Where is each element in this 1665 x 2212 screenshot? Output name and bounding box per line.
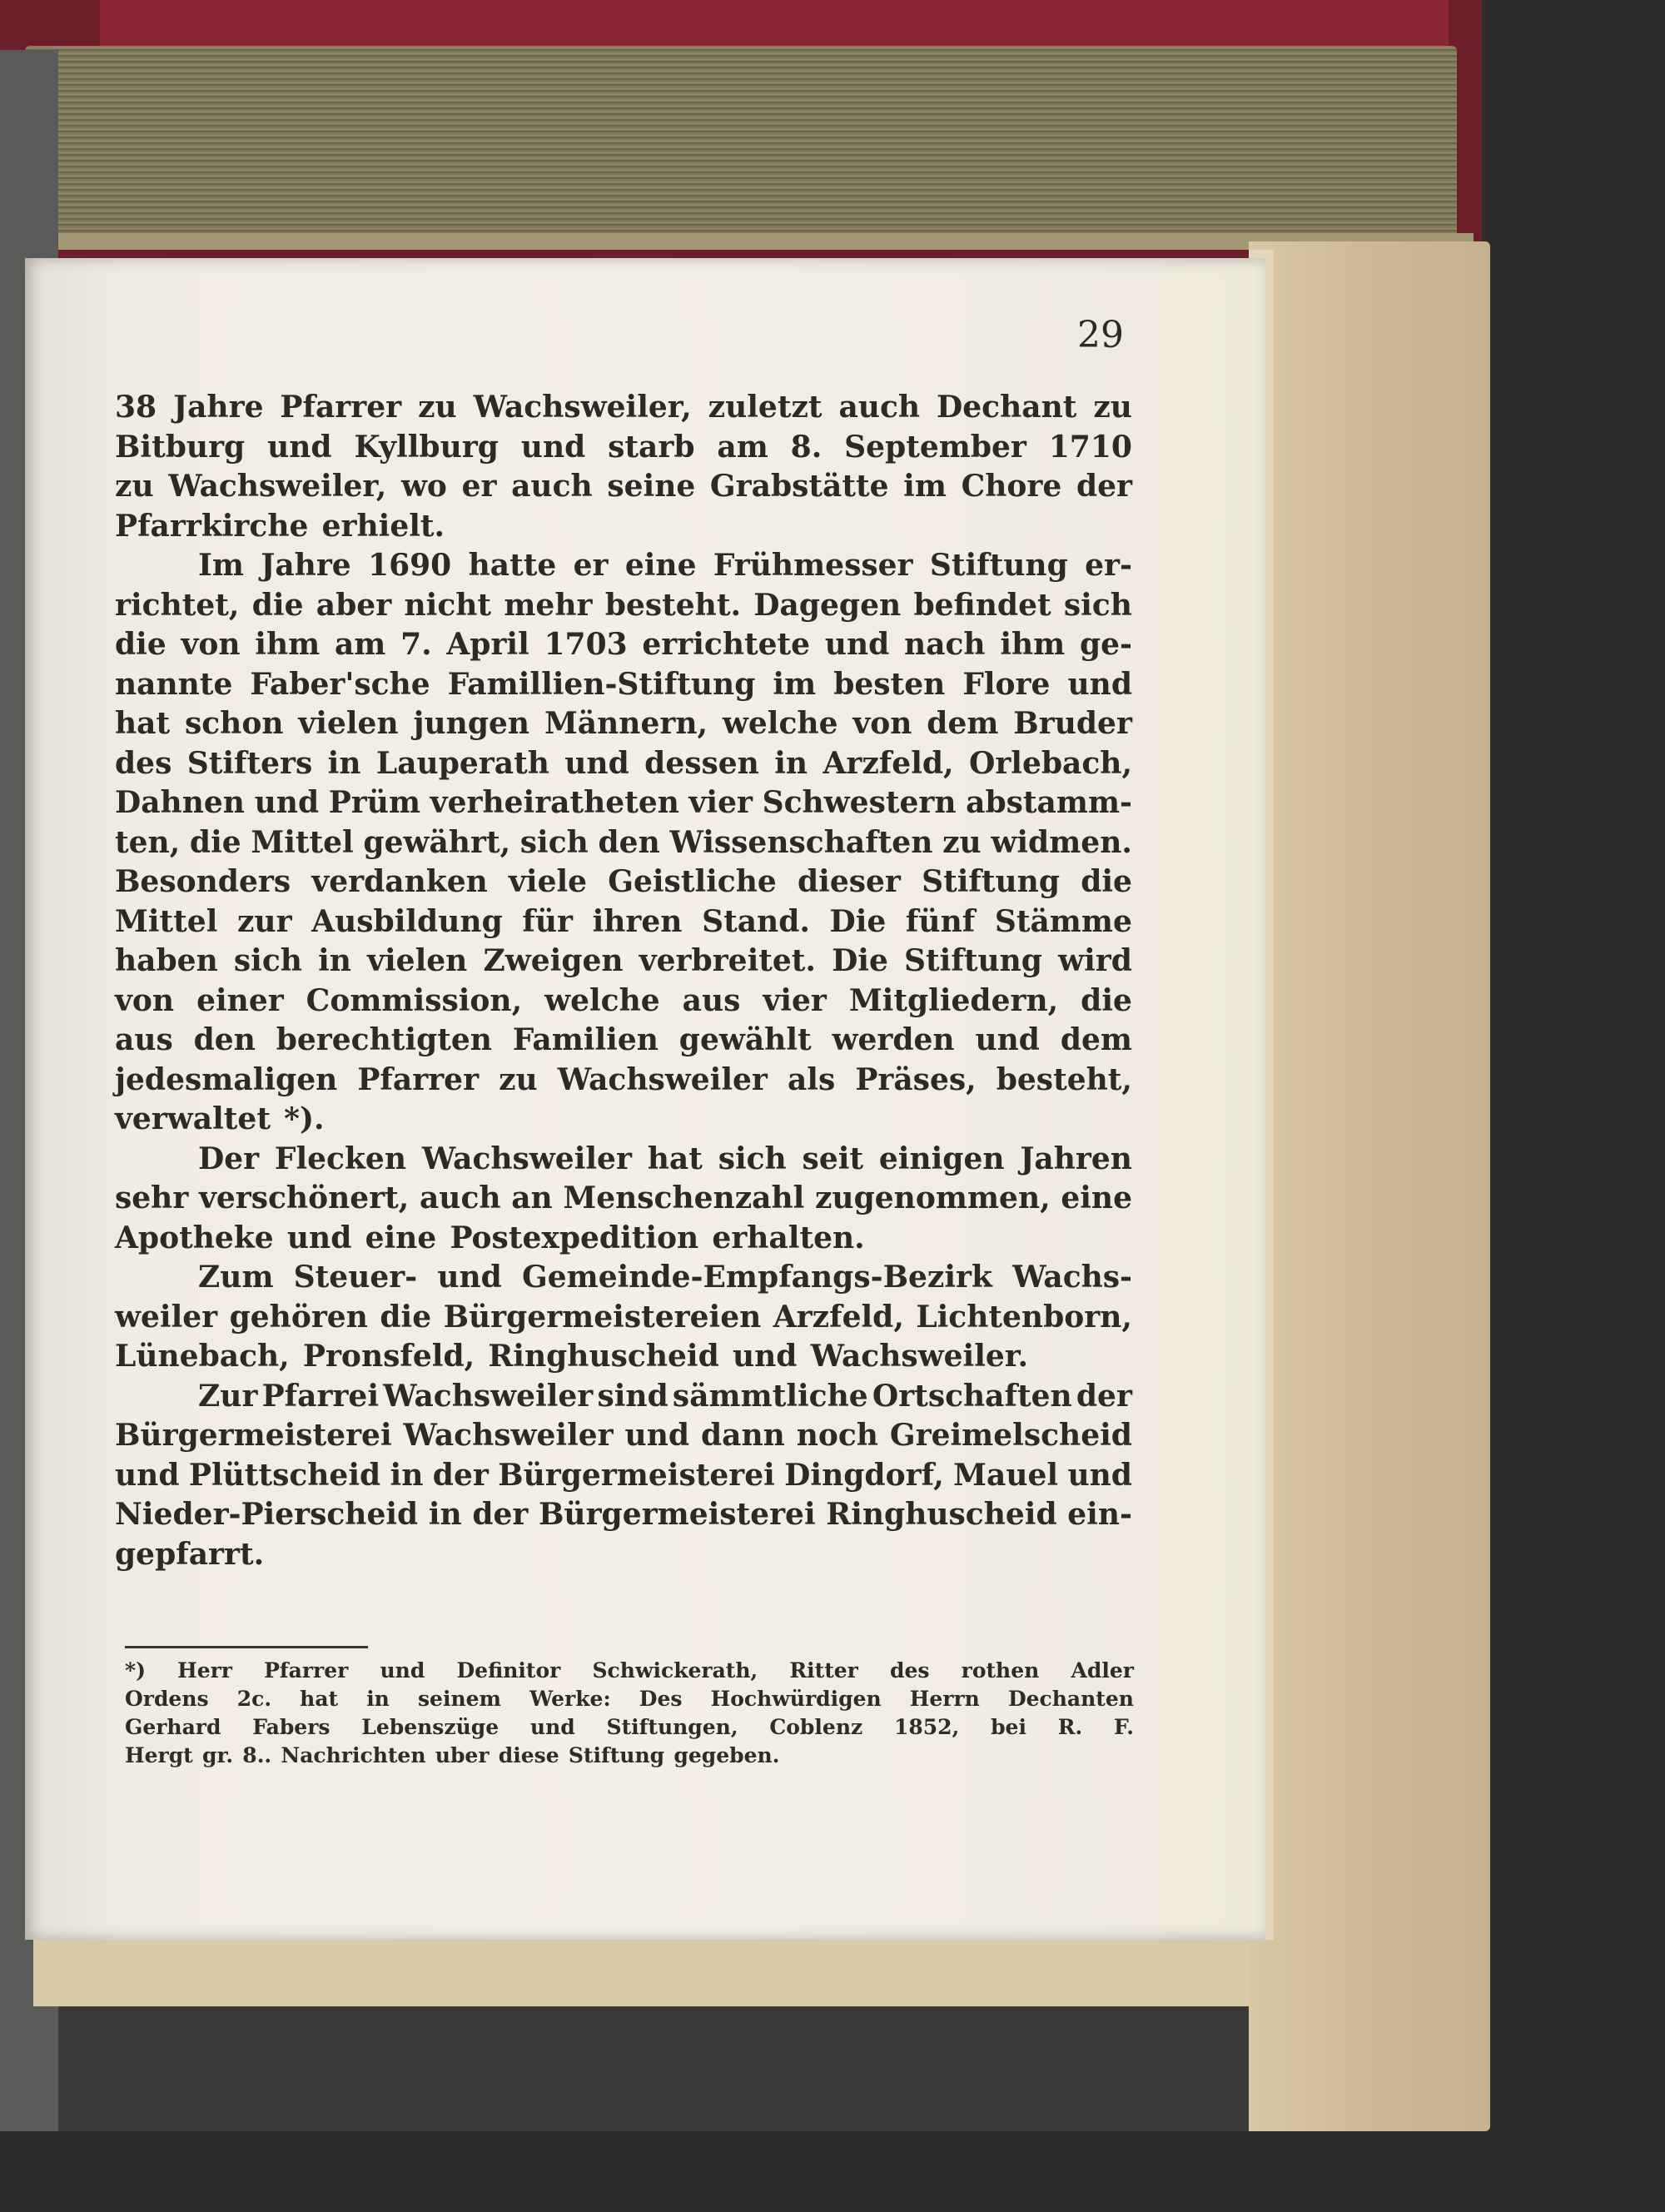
word: R. [1057, 1715, 1083, 1739]
word: verbreitet. [639, 943, 816, 978]
word: Grabstätte [709, 469, 889, 504]
word: Hergt [125, 1743, 193, 1767]
word: Prüm [328, 785, 421, 820]
word: nannte [115, 666, 233, 702]
word: Werke: [529, 1687, 611, 1711]
footnote-line [125, 1657, 1134, 1685]
footnote [125, 1657, 1134, 1770]
word: uber [435, 1743, 490, 1767]
word: Lauperath [375, 745, 549, 781]
word: und [975, 1022, 1040, 1057]
word: hat [647, 1141, 703, 1176]
word: 38 [115, 390, 157, 425]
word: dessen [644, 745, 759, 781]
word: Bruder [1013, 706, 1132, 741]
word: schon [184, 706, 284, 741]
word: Pfarrer [264, 1658, 349, 1683]
word: und [1067, 1457, 1132, 1493]
word: Flecken [274, 1141, 406, 1176]
word: zur [236, 903, 292, 939]
word: Präses, [855, 1061, 977, 1097]
word: der [472, 1497, 529, 1532]
word: von [852, 706, 912, 741]
word: besten [833, 666, 946, 702]
word: von [181, 627, 241, 662]
text-line [115, 1021, 1132, 1061]
word: jedesmaligen [115, 1061, 338, 1097]
word: zuletzt [708, 390, 823, 425]
word: Arzfeld, [823, 745, 954, 781]
footnote-line [125, 1713, 1134, 1742]
word: fünf [905, 903, 976, 939]
text-line [115, 1456, 1132, 1496]
word: wird [1058, 943, 1132, 978]
word: nicht [404, 587, 492, 623]
word: ihm [255, 627, 321, 662]
word: haben [115, 943, 218, 978]
word: Chore [961, 469, 1062, 504]
word: Zur [198, 1378, 258, 1414]
word: 8. [790, 429, 823, 465]
word: und [624, 1418, 690, 1453]
word: Lebenszüge [361, 1715, 500, 1739]
word: Menschenzahl [563, 1181, 805, 1215]
word: sich [718, 1141, 787, 1176]
word: Wachsweiler [403, 1418, 614, 1453]
word: Bürgermeisterei [538, 1497, 816, 1532]
text-line [115, 546, 1132, 586]
word: und [529, 1715, 575, 1739]
word: Postexpedition [450, 1220, 699, 1255]
word: und [732, 1339, 798, 1374]
word: errichtete [642, 627, 811, 662]
word: vier [688, 785, 753, 820]
word: Dagegen [753, 587, 902, 623]
word: welche [544, 982, 660, 1018]
word: Wissenschaften [669, 824, 933, 860]
word: auch [511, 469, 593, 504]
word: Dechanten [1007, 1687, 1134, 1711]
word: Pfarrei [261, 1378, 379, 1414]
word: seit [802, 1141, 864, 1176]
word: Wachs- [1012, 1260, 1132, 1295]
word: verwaltet [115, 1101, 271, 1136]
word: Bürgermeisterei [115, 1418, 392, 1453]
word: sich [233, 943, 302, 978]
word: seine [607, 469, 696, 504]
text-line [115, 1061, 1132, 1101]
word: er [573, 548, 609, 583]
word: und [254, 785, 320, 820]
word: gr. [201, 1743, 234, 1767]
word: einigen [878, 1141, 1005, 1176]
word: Ringhuscheid [826, 1497, 1057, 1532]
word: in [428, 1497, 462, 1532]
word: aber [316, 587, 392, 623]
text-line [115, 1140, 1132, 1180]
word: Familien [512, 1022, 659, 1057]
word: und [437, 1260, 502, 1295]
word: abstamm- [966, 785, 1132, 820]
word: Zum [198, 1260, 274, 1295]
word: den [598, 824, 660, 860]
word: vier [763, 982, 827, 1018]
word: Die [832, 943, 888, 978]
word: Herr [177, 1658, 232, 1683]
footnote-line [125, 1742, 1134, 1770]
text-line [115, 1258, 1132, 1298]
word: Coblenz [769, 1715, 863, 1739]
word: eine [1061, 1181, 1132, 1215]
text-line [115, 467, 1132, 507]
word: Ringhuscheid [488, 1339, 719, 1374]
word: Der [198, 1141, 260, 1176]
word: Jahre [261, 548, 351, 583]
word: vielen [367, 943, 468, 978]
word: Frühmesser [713, 548, 913, 583]
word: April [446, 627, 529, 662]
word: und [564, 745, 629, 781]
word: Mittel [115, 903, 218, 939]
word: Männern, [544, 706, 708, 741]
back-page-edge [1249, 241, 1490, 2131]
word: wo [400, 469, 447, 504]
word: am [334, 627, 386, 662]
word: die [189, 824, 241, 860]
word: ein- [1067, 1497, 1132, 1532]
word: Hochwürdigen [710, 1687, 882, 1711]
word: in [366, 1687, 390, 1711]
word: Gerhard [125, 1715, 221, 1739]
text-line [115, 1337, 1132, 1377]
text-line [115, 1219, 1132, 1259]
word: erhielt. [321, 508, 445, 544]
word: und [520, 429, 586, 465]
word: Apotheke [115, 1220, 274, 1255]
word: Stiftung [922, 864, 1061, 899]
word: *) [125, 1658, 146, 1683]
text-line [115, 1179, 1132, 1219]
text-line [115, 1495, 1132, 1535]
word: die [1081, 864, 1132, 899]
word: und [267, 429, 332, 465]
word: eine [624, 548, 697, 583]
word: Stiftung [568, 1743, 665, 1767]
word: September [844, 429, 1026, 465]
word: gegeben. [673, 1743, 780, 1767]
word: Jahren [1020, 1141, 1132, 1176]
word: dem [927, 706, 999, 741]
word: Pfarrer [357, 1061, 480, 1097]
page-number: 29 [1077, 314, 1124, 356]
word: einer [196, 982, 284, 1018]
word: Faber'sche [250, 666, 430, 702]
word: zu [115, 469, 154, 504]
word: Jahre [173, 390, 264, 425]
word: befindet [913, 587, 1051, 623]
word: Die [829, 903, 887, 939]
word: rothen [961, 1658, 1040, 1683]
word: er [461, 469, 497, 504]
text-line [115, 428, 1132, 468]
word: dieser [798, 864, 901, 899]
word: Arzfeld, [773, 1299, 904, 1335]
word: Stiftung [929, 548, 1068, 583]
word: er- [1085, 548, 1132, 583]
word: Bitburg [115, 429, 246, 465]
word: den [193, 1022, 256, 1057]
word: 1703 [544, 627, 628, 662]
word: 1690 [368, 548, 452, 583]
word: Stämme [994, 903, 1132, 939]
word: sind [597, 1378, 668, 1414]
word: widmen. [991, 824, 1132, 860]
word: Besonders [115, 864, 291, 899]
word: Wachsweiler [421, 1141, 632, 1176]
word: auch [419, 1181, 501, 1215]
word: Wachsweiler, [168, 469, 387, 504]
word: Steuer- [293, 1260, 418, 1295]
main-text [115, 388, 1132, 1574]
word: zu [499, 1061, 538, 1097]
word: Zweigen [483, 943, 624, 978]
word: hat [115, 706, 171, 741]
word: gehören [229, 1299, 368, 1335]
background-right [1482, 0, 1665, 2212]
word: hat [300, 1687, 339, 1711]
word: in [327, 745, 361, 781]
word: besteht. [604, 587, 741, 623]
word: dann [700, 1418, 785, 1453]
word: Famillien-Stiftung [447, 666, 756, 702]
word: Stand. [702, 903, 810, 939]
text-line [115, 823, 1132, 863]
word: Stiftung [904, 943, 1042, 978]
word: Definitor [456, 1658, 561, 1683]
word: die [1081, 982, 1132, 1018]
word: die [380, 1299, 432, 1335]
word: Wachsweiler [383, 1378, 594, 1414]
text-line [115, 1298, 1132, 1338]
word: bei [991, 1715, 1026, 1739]
word: die [115, 627, 166, 662]
word: und [380, 1658, 425, 1683]
word: in [390, 1457, 424, 1493]
word: zu [418, 390, 457, 425]
word: in [774, 745, 808, 781]
word: berechtigten [276, 1022, 492, 1057]
word: als [787, 1061, 836, 1097]
word: an [511, 1181, 553, 1215]
word: Lichtenborn, [916, 1299, 1132, 1335]
word: F. [1114, 1715, 1134, 1739]
word: Fabers [252, 1715, 331, 1739]
word: und [824, 627, 890, 662]
word: Bürgermeisterei [498, 1457, 775, 1493]
word: ihren [592, 903, 683, 939]
word: auch [838, 390, 921, 425]
text-line [115, 1535, 1132, 1575]
word: Stiftungen, [606, 1715, 738, 1739]
word: Ausbildung [311, 903, 503, 939]
word: Wachsweiler. [810, 1339, 1028, 1374]
word: hatte [468, 548, 557, 583]
word: sämmtliche [672, 1378, 868, 1414]
word: der [432, 1457, 489, 1493]
word: weiler [115, 1299, 218, 1335]
word: viele [508, 864, 588, 899]
word: im [903, 469, 947, 504]
word: gewährt, [363, 824, 511, 860]
word: ge- [1079, 627, 1132, 662]
word: seinem [417, 1687, 501, 1711]
word: Ritter [789, 1658, 858, 1683]
word: diese [498, 1743, 559, 1767]
word: ten, [115, 824, 181, 860]
word: sich [519, 824, 589, 860]
word: Lünebach, [115, 1339, 290, 1374]
word: 8.. [242, 1743, 272, 1767]
word: Dingdorf, [784, 1457, 944, 1493]
text-line [115, 1416, 1132, 1456]
word: für [522, 903, 573, 939]
word: gepfarrt. [115, 1536, 265, 1572]
word: 7. [400, 627, 432, 662]
word: Gemeinde-Empfangs-Bezirk [521, 1260, 992, 1295]
word: Orlebach, [968, 745, 1132, 781]
word: Ordens [125, 1687, 209, 1711]
word: und [115, 1457, 180, 1493]
word: Schwestern [762, 785, 957, 820]
word: mehr [504, 587, 593, 623]
word: 1710 [1048, 429, 1132, 465]
word: Pronsfeld, [302, 1339, 475, 1374]
word: zu [942, 824, 982, 860]
word: gewählt [678, 1022, 812, 1057]
word: aus [115, 1022, 173, 1057]
text-line [115, 586, 1132, 626]
word: Dechant [937, 390, 1077, 425]
word: eine [365, 1220, 437, 1255]
word: verschönert, [198, 1181, 410, 1215]
footnote-rule [125, 1646, 368, 1648]
word: besteht, [996, 1061, 1132, 1097]
text-line [115, 704, 1132, 744]
word: Dahnen [115, 785, 245, 820]
word: sehr [115, 1181, 189, 1215]
word: die [251, 587, 304, 623]
word: der [1076, 469, 1132, 504]
word: ihm [1000, 627, 1066, 662]
word: noch [796, 1418, 878, 1453]
text-line [115, 1100, 1132, 1140]
word: Schwickerath, [592, 1658, 758, 1683]
word: Wachsweiler, [473, 390, 692, 425]
word: Mitgliedern, [848, 982, 1059, 1018]
word: Mauel [953, 1457, 1059, 1493]
word: erhalten. [712, 1220, 865, 1255]
word: werden [832, 1022, 955, 1057]
word: Ortschaften [872, 1378, 1072, 1414]
word: 2c. [236, 1687, 272, 1711]
word: Kyllburg [354, 429, 499, 465]
text-line [115, 507, 1132, 547]
word: im [773, 666, 817, 702]
word: Bürgermeistereien [443, 1299, 762, 1335]
word: Im [198, 548, 244, 583]
footnote-line [125, 1685, 1134, 1713]
word: von [115, 982, 175, 1018]
text-line [115, 665, 1132, 705]
word: dem [1060, 1022, 1132, 1057]
word: Greimelscheid [889, 1418, 1132, 1453]
text-line [115, 744, 1132, 784]
word: verheiratheten [430, 785, 679, 820]
text-line [115, 982, 1132, 1021]
page-bottom-edge [33, 1931, 1249, 2006]
page-edges-stack [25, 46, 1457, 246]
word: starb [608, 429, 695, 465]
word: nach [904, 627, 986, 662]
word: richtet, [115, 587, 240, 623]
word: verdanken [311, 864, 488, 899]
word: Des [639, 1687, 683, 1711]
word: Wachsweiler [557, 1061, 768, 1097]
word: 1852, [893, 1715, 960, 1739]
text-line [115, 1377, 1132, 1417]
word: *). [284, 1101, 325, 1136]
word: Nieder-Pierscheid [115, 1497, 419, 1532]
word: des [890, 1658, 930, 1683]
word: Flore [962, 666, 1051, 702]
word: Mittel [251, 824, 354, 860]
word: zugenommen, [814, 1181, 1051, 1215]
word: welche [722, 706, 838, 741]
text-line [115, 862, 1132, 902]
word: jungen [413, 706, 530, 741]
text-line [115, 902, 1132, 942]
word: zu [1093, 390, 1132, 425]
word: des [115, 745, 172, 781]
word: aus [682, 982, 741, 1018]
text-line [115, 783, 1132, 823]
text-line [115, 625, 1132, 665]
word: Pfarrkirche [115, 508, 309, 544]
text-line [115, 942, 1132, 982]
word: sich [1063, 587, 1132, 623]
text-line [115, 388, 1132, 428]
word: am [717, 429, 768, 465]
word: in [318, 943, 351, 978]
word: der [1076, 1378, 1132, 1414]
word: Herrn [909, 1687, 980, 1711]
word: Plüttscheid [188, 1457, 381, 1493]
word: vielen [298, 706, 399, 741]
word: und [1067, 666, 1132, 702]
word: Pfarrer [280, 390, 402, 425]
background-bottom [0, 2131, 1665, 2212]
word: Adler [1071, 1658, 1134, 1683]
word: Geistliche [608, 864, 777, 899]
word: Stifters [186, 745, 313, 781]
word: Nachrichten [281, 1743, 426, 1767]
word: Commission, [306, 982, 523, 1018]
word: und [286, 1220, 352, 1255]
